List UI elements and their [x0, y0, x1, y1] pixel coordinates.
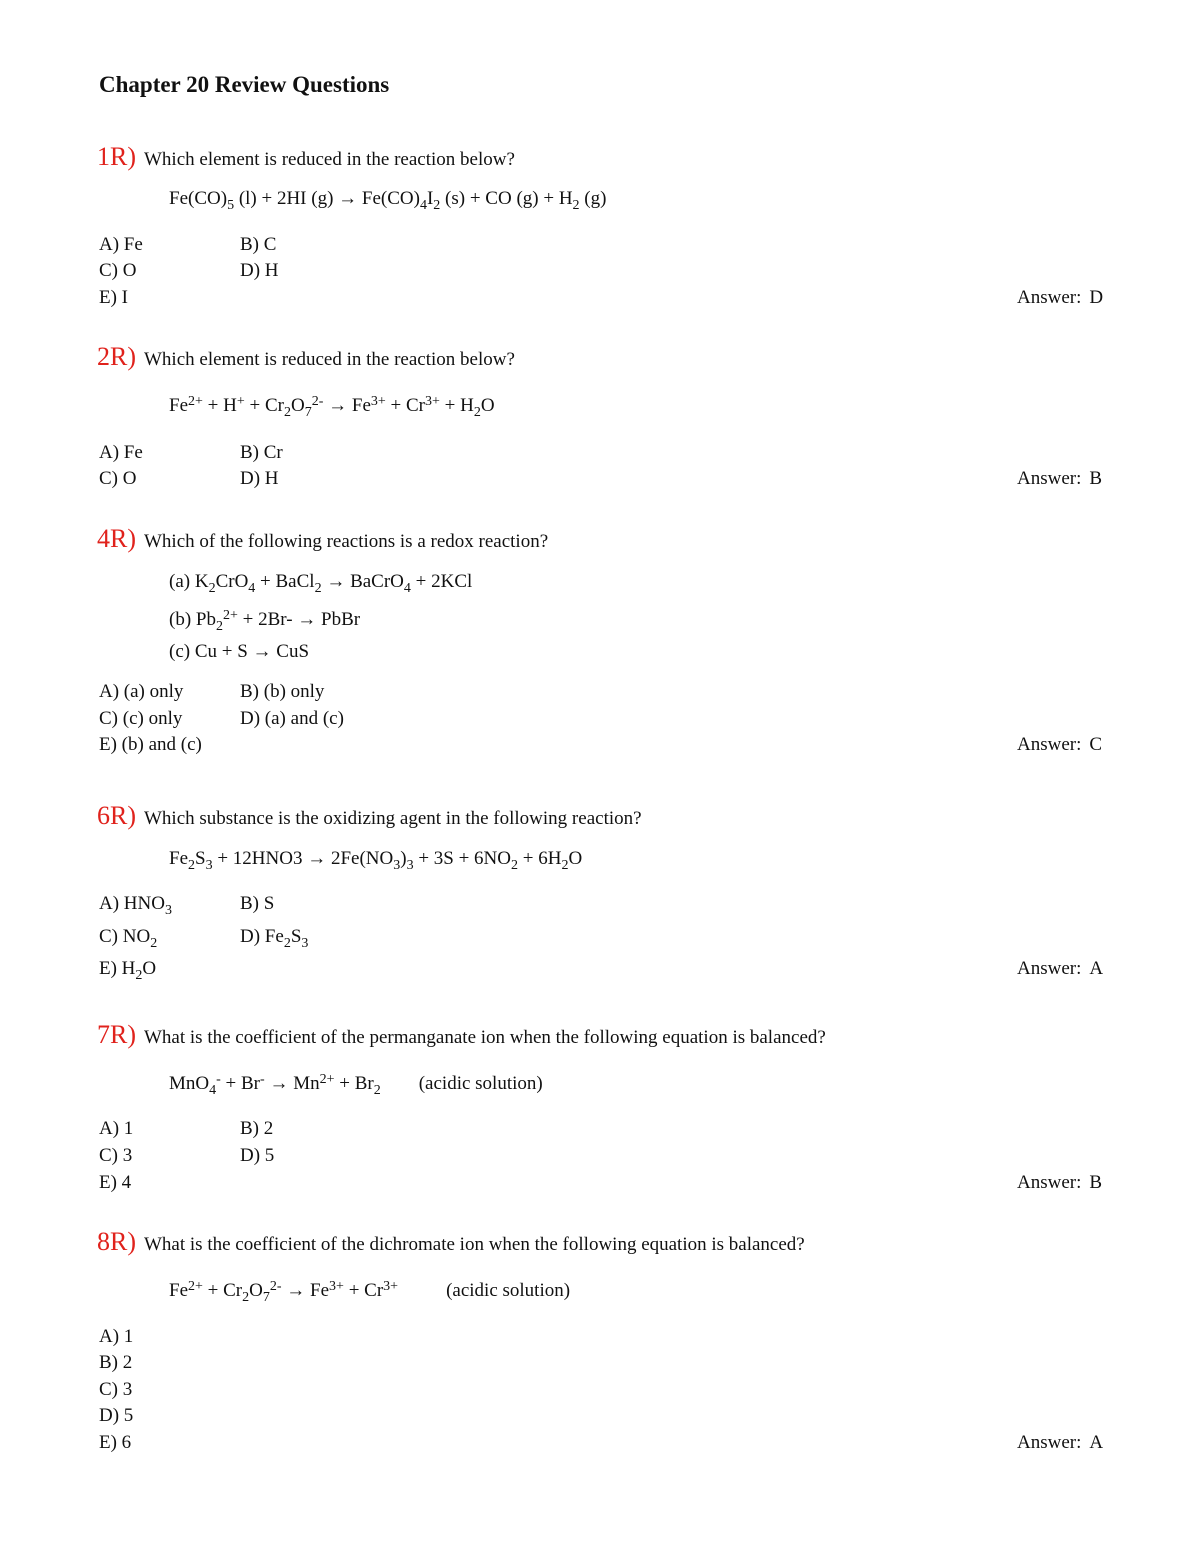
question-2-header — [97, 342, 515, 372]
question-8-answer: Answer: A — [1017, 1432, 1104, 1453]
option-e: E) 6 — [99, 1432, 132, 1453]
question-4-answer: Answer: C — [1017, 734, 1103, 755]
option-d: D) H — [240, 260, 279, 281]
question-4-header — [97, 524, 548, 554]
question-6-equation: $Fe_2S_3 + 12HNO3 \to 2Fe(NO_3)_3 + 3S + 6NO_2 + 6H_2O$ — [169, 848, 583, 873]
option-c: C) 3 — [99, 1379, 133, 1400]
option-d: D) $Fe_2S_3$ — [240, 926, 309, 951]
option-e: E) (b) and (c) — [99, 734, 202, 755]
question-4-equation-b: (b) $Pb_2^{2+} + 2Br-$ → PbBr — [169, 608, 361, 634]
option-c: C) O — [99, 468, 137, 489]
option-c: C) O — [99, 260, 137, 281]
question-1-equation: $Fe(CO)_5$ (l) + 2HI $(g) \to Fe(CO)_4I_2$ (s) + CO $(g) + H_2$ (g) — [169, 188, 607, 213]
question-7-header — [97, 1020, 826, 1050]
question-6-answer: Answer: A — [1017, 958, 1104, 979]
option-b: B) S — [240, 893, 275, 914]
question-4-equation-a: (a) $K_2CrO_4$ + BaCl$_2$ → BaCrO$_4$ + 2KCl — [169, 571, 473, 596]
question-text: Which element is reduced in the reaction below? — [144, 149, 515, 170]
question-number: 7R) — [97, 1020, 136, 1049]
option-d: D) H — [240, 468, 279, 489]
question-1-header — [97, 142, 515, 172]
question-text: What is the coefficient of the permanganate ion when the following equation is balanced? — [144, 1027, 826, 1048]
question-number: 4R) — [97, 524, 136, 553]
question-8-header — [97, 1227, 805, 1257]
question-text: What is the coefficient of the dichromate ion when the following equation is balanced? — [144, 1234, 805, 1255]
option-a: A) Fe — [99, 234, 143, 255]
option-b: B) (b) only — [240, 681, 325, 702]
question-number: 1R) — [97, 142, 136, 171]
option-c: C) 3 — [99, 1145, 133, 1166]
question-2-answer: Answer: B — [1017, 468, 1103, 489]
option-a: A) (a) only — [99, 681, 184, 702]
question-number: 8R) — [97, 1227, 136, 1256]
option-b: B) C — [240, 234, 277, 255]
option-d: D) (a) and (c) — [240, 708, 344, 729]
option-b: B) 2 — [240, 1118, 274, 1139]
option-a: A) $HNO_3$ — [99, 893, 172, 918]
option-d: D) 5 — [240, 1145, 275, 1166]
option-b: B) 2 — [99, 1352, 133, 1373]
question-4-equation-c: (c) Cu + S → CuS — [169, 641, 310, 662]
option-a: A) 1 — [99, 1118, 134, 1139]
question-8-equation: $Fe^{2+} + Cr_2O_7^{2-} \to Fe^{3+} + Cr^{3+}$ (acidic solution) — [169, 1279, 571, 1305]
question-7-equation: $MnO_4^- + Br^- \to Mn^{2+} + Br_2$ (acidic solution) — [169, 1072, 543, 1098]
question-2-equation: $Fe^{2+} + H^+ + Cr_2O_7^{2-} \to Fe^{3+} + Cr^{3+} + H_2O$ — [169, 394, 495, 420]
option-a: A) 1 — [99, 1326, 134, 1347]
option-c: C) (c) only — [99, 708, 183, 729]
question-text: Which element is reduced in the reaction below? — [144, 349, 515, 370]
option-e: E) 4 — [99, 1172, 132, 1193]
question-number: 2R) — [97, 342, 136, 371]
question-text: Which substance is the oxidizing agent in the following reaction? — [144, 808, 642, 829]
option-e: E) I — [99, 287, 129, 308]
option-e: E) $H_2O$ — [99, 958, 157, 983]
option-d: D) 5 — [99, 1405, 134, 1426]
option-b: B) Cr — [240, 442, 283, 463]
question-1-answer: Answer: D — [1017, 287, 1104, 308]
question-7-answer: Answer: B — [1017, 1172, 1103, 1193]
option-c: C) $NO_2$ — [99, 926, 158, 951]
page-title: Chapter 20 Review Questions — [99, 72, 390, 97]
question-6-header — [97, 801, 642, 831]
question-text: Which of the following reactions is a redox reaction? — [144, 531, 549, 552]
question-number: 6R) — [97, 801, 136, 830]
option-a: A) Fe — [99, 442, 143, 463]
